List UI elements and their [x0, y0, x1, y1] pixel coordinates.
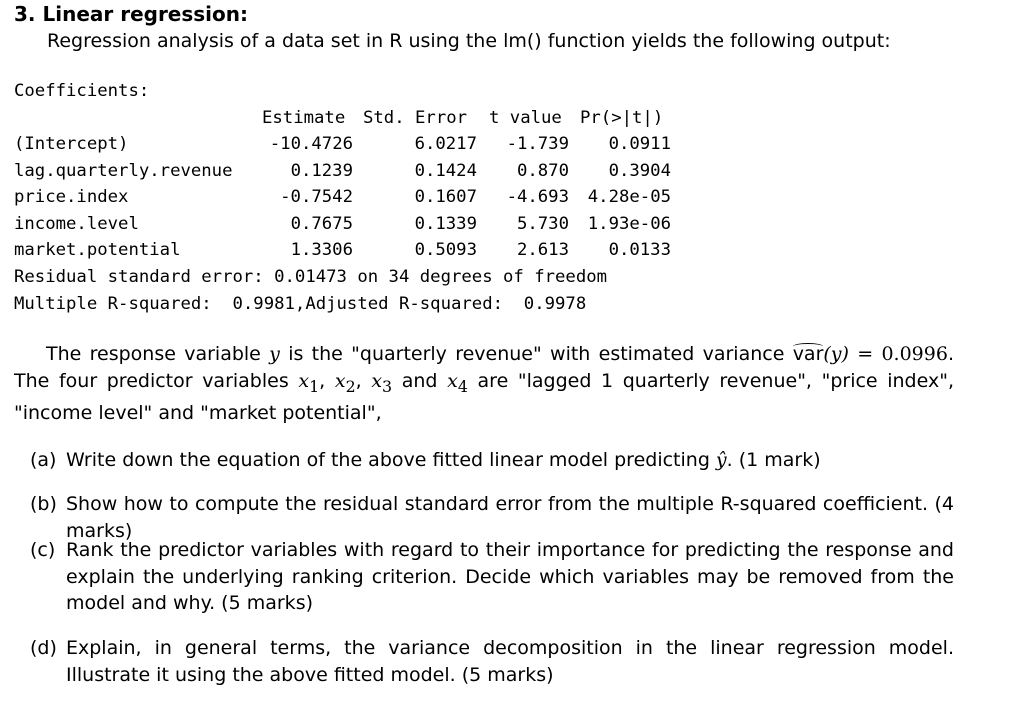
row-t-value: -1.739 — [506, 134, 569, 154]
math-y-hat: ŷ — [715, 449, 727, 471]
math-x4: x — [447, 369, 458, 392]
row-p-value: 0.3904 — [608, 161, 671, 181]
math-x3-sub: 3 — [382, 376, 393, 396]
row-estimate: 0.1239 — [290, 161, 353, 181]
row-std-error: 0.1339 — [414, 214, 477, 234]
row-std-error: 6.0217 — [414, 134, 477, 154]
row-p-value: 4.28e-05 — [587, 187, 671, 207]
row-estimate: -0.7542 — [280, 187, 353, 207]
math-x3: x — [371, 369, 383, 392]
part-text: Rank the predictor variables with regard to their importance for predicting the response and explain the underlying ranking criterion. Decide which variables may be removed from the model and why. (5 marks) — [66, 539, 954, 614]
part-label: (a) — [30, 449, 57, 471]
row-name: market.potential — [14, 240, 181, 260]
part-text: Explain, in general terms, the variance decomposition in the linear regression model. Illustrate it using the above fitted model. (5 marks) — [66, 637, 954, 686]
header-p-value: Pr(>|t|) — [580, 108, 664, 128]
row-t-value: -4.693 — [506, 187, 569, 207]
row-estimate: -10.4726 — [269, 134, 353, 154]
part-d — [30, 635, 954, 688]
row-std-error: 0.5093 — [414, 240, 477, 260]
header-estimate: Estimate — [262, 108, 346, 128]
header-t-value: t value — [489, 108, 562, 128]
part-a — [30, 447, 954, 474]
row-name: price.index — [14, 187, 129, 207]
paragraph-text: and — [392, 369, 448, 392]
row-std-error: 0.1607 — [414, 187, 477, 207]
row-t-value: 0.870 — [516, 161, 569, 181]
row-estimate: 0.7675 — [290, 214, 353, 234]
math-y: y — [269, 343, 280, 365]
coefficients-label: Coefficients: — [14, 81, 150, 101]
residual-standard-error-line: Residual standard error: 0.01473 on 34 degrees of freedom — [14, 267, 608, 287]
math-var-arg: (y) — [823, 343, 849, 365]
paragraph-text: is the "quarterly revenue" with estimated variance — [279, 343, 793, 365]
math-x1: x — [298, 369, 310, 392]
row-t-value: 2.613 — [516, 240, 569, 260]
question-intro: Regression analysis of a data set in R using the lm() function yields the following output: — [47, 30, 891, 52]
separator: , — [355, 369, 372, 392]
row-name: income.level — [14, 214, 139, 234]
row-estimate: 1.3306 — [290, 240, 353, 260]
question-heading: 3. Linear regression: — [14, 2, 249, 26]
part-text: Write down the equation of the above fitted linear model predicting — [66, 449, 716, 471]
row-p-value: 0.0911 — [608, 134, 671, 154]
part-text-tail: . (1 mark) — [726, 449, 821, 471]
description-paragraph — [14, 341, 954, 426]
part-label: (d) — [30, 637, 57, 659]
row-name: (Intercept) — [14, 134, 129, 154]
header-std-error: Std. Error — [363, 108, 468, 128]
r-squared-line: Multiple R-squared: 0.9981,Adjusted R-squared: 0.9978 — [14, 294, 587, 314]
math-x2: x — [334, 369, 346, 392]
part-text: Show how to compute the residual standard error from the multiple R-squared coefficient. (4 marks) — [66, 493, 954, 542]
part-label: (c) — [30, 539, 56, 561]
math-x1-sub: 1 — [309, 376, 320, 396]
paragraph-text: The response variable — [46, 343, 270, 365]
separator: , — [319, 369, 335, 392]
math-var-value: = 0.0996 — [848, 343, 948, 365]
row-p-value: 0.0133 — [608, 240, 671, 260]
row-std-error: 0.1424 — [414, 161, 477, 181]
row-p-value: 1.93e-06 — [587, 214, 671, 234]
row-t-value: 5.730 — [516, 214, 569, 234]
part-label: (b) — [30, 493, 57, 515]
row-name: lag.quarterly.revenue — [14, 161, 233, 181]
var-hat: var — [793, 341, 824, 368]
paragraph-text: are "lagged 1 quarterly revenue", "price index", "income level" and "market potential", — [14, 369, 954, 424]
paragraph-text: . The four predictor variables — [14, 343, 954, 392]
math-x2-sub: 2 — [345, 376, 356, 396]
part-c — [30, 537, 954, 617]
math-x4-sub: 4 — [457, 376, 468, 396]
